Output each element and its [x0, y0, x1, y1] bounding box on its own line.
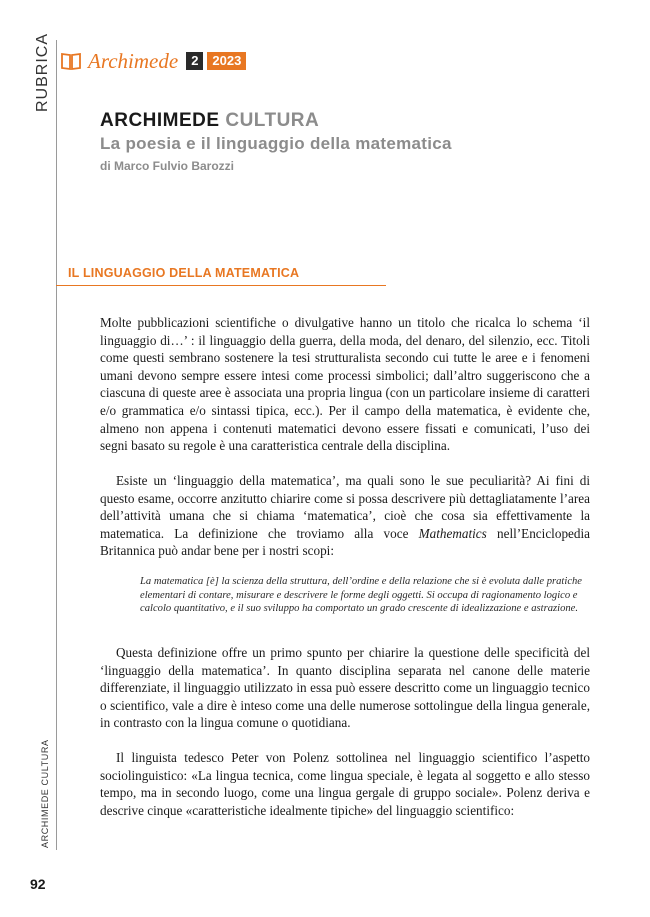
body-paragraph-2 — [100, 472, 590, 560]
paragraph-2-text-end: nell’Enciclopedia Britannica può andar bene per i nostri scopi: — [100, 525, 590, 559]
article-title: La poesia e il linguaggio della matematica — [100, 134, 452, 153]
paragraph-3-text: Questa definizione offre un primo spunto per chiarire la questione delle specificità del ‘linguaggio della matematica’. In quanto disciplina separata nel canone delle materie differenziate, il linguaggio utilizzato in essa può essere descritto come un linguaggio tecnico o scientifico, vale a dire è inteso come una delle numerose sottolingue della lingua generale, in contrasto con la lingua comune o quotidiana. — [100, 645, 590, 731]
year-badge: 2023 — [207, 52, 246, 70]
block-quote: La matematica [è] la scienza della struttura, dell’ordine e della relazione che si è evoluta dalle pratiche elementari di contare, misurare e descrivere le forme degli oggetti. Si occupa di ragionamento logico e calcolo quantitativo, e il suo sviluppo ha comportato un grado crescente di idealizzazione e astrazione. — [140, 576, 583, 615]
sidebar-section-label: RUBRICA — [34, 32, 51, 112]
issue-number-badge: 2 — [186, 52, 203, 70]
paragraph-2-italic: Mathematics — [418, 525, 487, 541]
series-title-part2: CULTURA — [225, 110, 320, 131]
section-heading: IL LINGUAGGIO DELLA MATEMATICA — [68, 266, 300, 280]
author-byline: di Marco Fulvio Barozzi — [100, 159, 235, 173]
paragraph-4-text: Il linguista tedesco Peter von Polenz sottolinea nel linguaggio scientifico l’aspetto sociolinguistico: «La lingua tecnica, come lingua speciale, è legata al soggetto e allo stesso tempo, ma in secondo luogo, come una lingua gergale di gruppo sociale». Polenz deriva e descrive cinque «caratteristiche idealmente tipiche» del linguaggio scientifico: — [100, 750, 590, 818]
paragraph-1-text: Molte pubblicazioni scientifiche o divulgative hanno un titolo che ricalca lo schema ‘il linguaggio di…’ : il linguaggio della guerra, della moda, del denaro, del silenzio, ecc. Titoli come questi sembrano sostenere la tesi strutturalista secondo cui tutte le aree e i fenomeni umani devono sempre essere intesi come processi simbolici; dall’altro suggeriscono che a ciascuna di queste aree è associata una propria lingua (con un particolare insieme di caratteri e/o grammatica e/o sintassi tipica, ecc.). Per il campo della matematica, è evidente che, almeno non appena i contenuti matematici devono essere fissati e comunicati, l’uso dei segni basato su regole è una caratteristica centrale della disciplina. — [100, 315, 590, 454]
body-paragraph-1 — [100, 314, 590, 455]
book-icon — [60, 51, 82, 71]
masthead — [60, 49, 246, 73]
series-title — [100, 110, 319, 132]
paragraph-2-text: Esiste un ‘linguaggio della matematica’, ma quali sono le sue peculiarità? Ai fini di questo esame, occorre anzitutto chiarire come si possa descrivere più dettagliatamente l’area dell’attività umana che si chiama ‘matematica’, cioè che cosa sia effettivamente la matematica. La definizione che troviamo alla voce — [100, 473, 590, 541]
body-paragraph-3 — [100, 644, 590, 732]
page-number: 92 — [30, 876, 46, 892]
section-underline — [56, 285, 386, 286]
journal-name: Archimede — [88, 48, 179, 73]
sidebar-rule — [56, 40, 57, 850]
body-paragraph-4 — [100, 749, 590, 819]
series-title-part1: ARCHIMEDE — [100, 110, 220, 131]
sidebar-running-title: ARCHIMEDE CULTURA — [40, 739, 50, 848]
